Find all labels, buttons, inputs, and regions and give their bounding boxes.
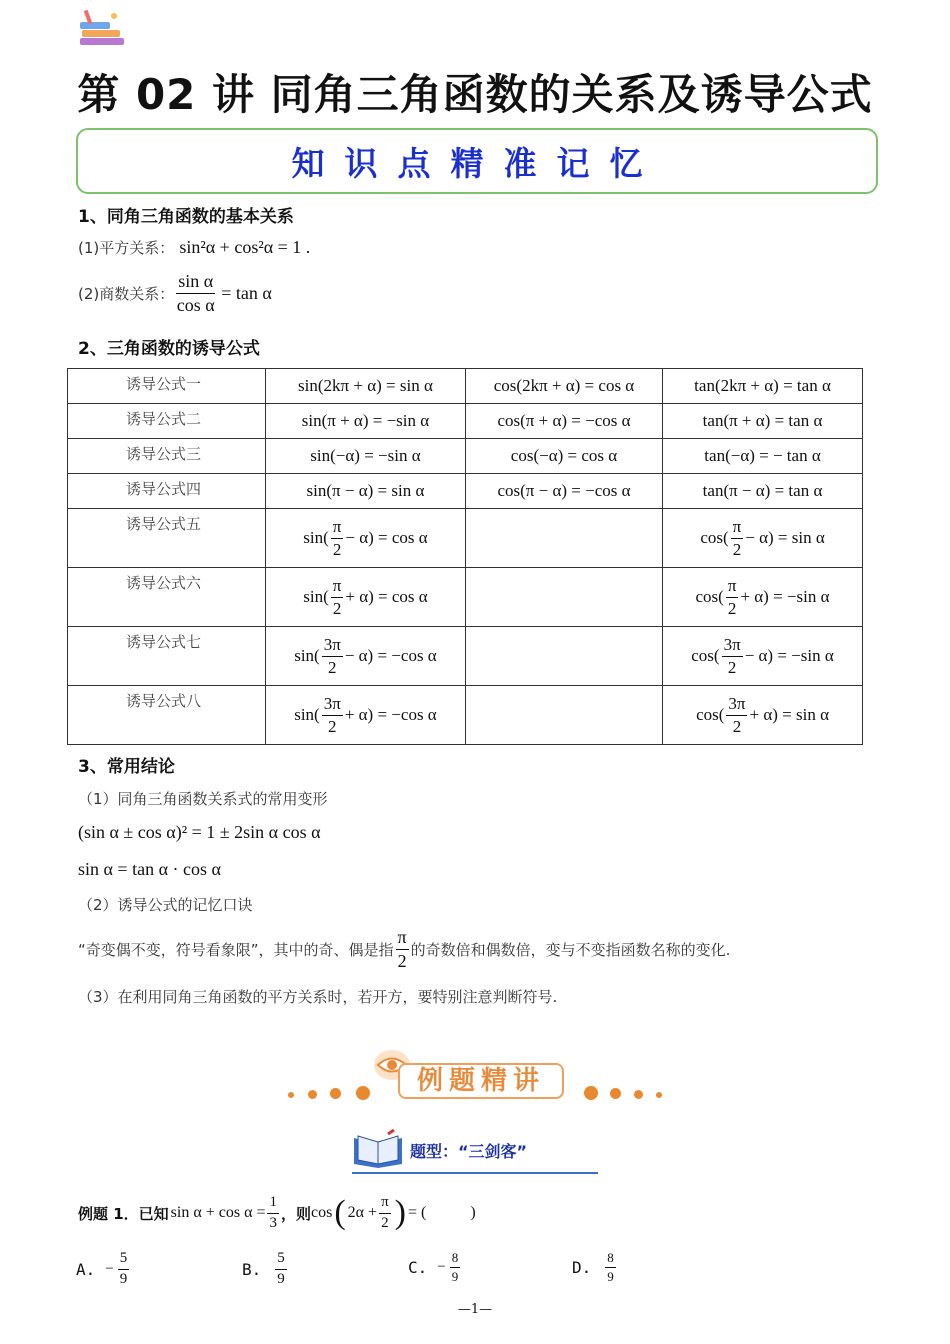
square-relation-label: (1)平方关系：	[78, 239, 175, 257]
option-a[interactable]	[76, 1251, 131, 1288]
fraction-denominator: 2	[732, 716, 742, 736]
fraction-denominator: 2	[727, 657, 737, 677]
option-numerator: 5	[118, 1251, 130, 1270]
fraction-denominator: 2	[328, 716, 337, 736]
option-d[interactable]	[572, 1251, 618, 1283]
fraction-denominator: 2	[328, 657, 337, 677]
section3-sub2: （2）诱导公式的记忆口诀	[78, 896, 253, 914]
tan-formula: tan(π + α) = tan α	[663, 404, 863, 439]
square-relation	[78, 237, 310, 258]
mnemonic-fraction	[396, 928, 409, 971]
option-b[interactable]	[242, 1251, 289, 1288]
example1-arg-fraction	[379, 1195, 391, 1232]
tan-formula: tan(π − α) = tan α	[663, 474, 863, 509]
fraction-numerator: 3π	[722, 636, 743, 657]
formula-suffix: − α) = −cos α	[344, 646, 437, 665]
mnemonic-denominator: 2	[397, 950, 407, 971]
option-denominator: 9	[451, 1268, 459, 1284]
quotient-fraction	[176, 272, 215, 315]
section2-heading: 2、三角函数的诱导公式	[78, 339, 260, 359]
formula-fraction	[722, 636, 743, 677]
formula-row	[68, 404, 863, 439]
sin-formula: sin(π + α) = −sin α	[266, 404, 466, 439]
example1-fraction	[267, 1195, 279, 1232]
empty-cell	[465, 686, 662, 745]
induction-formula-table	[67, 368, 863, 745]
mnemonic-post: 的奇数倍和偶数倍，变与不变指函数名称的变化.	[410, 940, 731, 959]
cos-formula: cos(π + α) = −cos α	[465, 404, 662, 439]
open-book-icon	[350, 1128, 406, 1170]
option-denominator: 9	[277, 1270, 285, 1287]
formula-prefix: sin(	[294, 705, 320, 724]
example1-cos: cos	[311, 1204, 333, 1221]
example1-right-paren: )	[394, 1194, 406, 1231]
quotient-denominator: cos α	[176, 294, 215, 315]
formula-name: 诱导公式四	[68, 474, 266, 509]
example1-post: = ( )	[407, 1204, 476, 1221]
option-letter: D.	[572, 1257, 592, 1277]
identity-formula-1: (sin α ± cos α)² = 1 ± 2sin α cos α	[78, 822, 321, 842]
formula-name: 诱导公式二	[68, 404, 266, 439]
tan-formula: tan(2kπ + α) = tan α	[663, 369, 863, 404]
fraction-numerator: π	[331, 577, 344, 598]
formula-name: 诱导公式五	[68, 509, 266, 568]
option-letter: A.	[76, 1259, 96, 1279]
example1-arg: 2α +	[347, 1204, 378, 1221]
option-denominator: 9	[119, 1270, 128, 1287]
cos-formula	[663, 686, 863, 745]
formula-suffix: + α) = sin α	[749, 705, 829, 724]
cos-formula: cos(π − α) = −cos α	[465, 474, 662, 509]
fraction-numerator: π	[726, 577, 739, 598]
option-letter: B.	[242, 1259, 262, 1279]
formula-suffix: + α) = −sin α	[740, 587, 830, 606]
fraction-numerator: 3π	[322, 695, 343, 716]
example1-lhs: sin α + cos α =	[170, 1204, 266, 1221]
sin-formula	[266, 568, 466, 627]
formula-prefix: sin(	[294, 646, 320, 665]
example1-left-paren: (	[334, 1194, 346, 1231]
knowledge-points-box	[76, 128, 878, 194]
fraction-denominator: 2	[332, 598, 342, 618]
quotient-relation-label: (2)商数关系：	[78, 284, 175, 303]
cos-formula: cos(−α) = cos α	[465, 439, 662, 474]
example1-question	[78, 1194, 476, 1232]
option-fraction	[118, 1251, 130, 1288]
option-fraction	[275, 1251, 287, 1288]
formula-suffix: − α) = cos α	[345, 528, 428, 547]
fraction-numerator: 3π	[726, 695, 747, 716]
formula-suffix: + α) = cos α	[345, 587, 428, 606]
formula-fraction	[322, 695, 343, 736]
option-numerator: 8	[605, 1251, 616, 1268]
formula-fraction	[731, 518, 744, 559]
example1-mid: ，则	[280, 1204, 311, 1223]
formula-prefix: cos(	[696, 705, 725, 724]
sin-formula: sin(π − α) = sin α	[266, 474, 466, 509]
formula-fraction	[331, 518, 344, 559]
question-type-underline	[352, 1172, 598, 1174]
mnemonic-line	[78, 928, 730, 971]
question-type: 题型：“三剑客”	[410, 1142, 528, 1161]
examples-banner-title: 例题精讲	[398, 1063, 564, 1099]
sin-formula	[266, 627, 466, 686]
formula-prefix: cos(	[700, 528, 729, 547]
formula-fraction	[322, 636, 343, 677]
formula-row	[68, 568, 863, 627]
tan-formula: tan(−α) = − tan α	[663, 439, 863, 474]
section3-sub1: （1）同角三角函数关系式的常用变形	[78, 790, 328, 808]
formula-prefix: cos(	[691, 646, 720, 665]
section1-heading: 1、同角三角函数的基本关系	[78, 207, 294, 227]
option-numerator: 5	[275, 1251, 287, 1270]
quotient-rhs: = tan α	[221, 282, 272, 303]
option-denominator: 9	[607, 1268, 614, 1284]
identity-formula-2: sin α = tan α · cos α	[78, 859, 221, 879]
formula-row	[68, 686, 863, 745]
cos-formula	[663, 509, 863, 568]
formula-name: 诱导公式八	[68, 686, 266, 745]
books-logo-icon	[78, 8, 130, 50]
example1-arg-numerator: π	[379, 1195, 391, 1214]
formula-suffix: + α) = −cos α	[344, 705, 437, 724]
empty-cell	[465, 568, 662, 627]
formula-fraction	[726, 577, 739, 618]
section3-heading: 3、常用结论	[78, 757, 175, 777]
option-fraction	[605, 1251, 616, 1283]
formula-prefix: cos(	[695, 587, 724, 606]
example1-label: 例题 1．已知	[78, 1204, 169, 1223]
option-sign: −	[437, 1258, 446, 1275]
option-fraction	[450, 1251, 461, 1283]
option-sign: −	[105, 1260, 114, 1277]
formula-row	[68, 509, 863, 568]
sin-formula: sin(2kπ + α) = sin α	[266, 369, 466, 404]
fraction-numerator: π	[731, 518, 744, 539]
section3-sub3: （3）在利用同角三角函数的平方关系时，若开方，要特别注意判断符号.	[78, 988, 558, 1006]
mnemonic-numerator: π	[396, 928, 409, 950]
formula-prefix: sin(	[303, 587, 329, 606]
formula-row	[68, 474, 863, 509]
knowledge-points-title: 知识点精准记忆	[291, 143, 663, 183]
formula-suffix: − α) = −sin α	[744, 646, 834, 665]
option-c[interactable]	[408, 1251, 462, 1283]
formula-row	[68, 439, 863, 474]
formula-suffix: − α) = sin α	[745, 528, 825, 547]
fraction-denominator: 2	[332, 539, 342, 559]
example1-numerator: 1	[267, 1195, 279, 1214]
fraction-denominator: 2	[727, 598, 737, 618]
sin-formula	[266, 509, 466, 568]
cos-formula: cos(2kπ + α) = cos α	[465, 369, 662, 404]
option-letter: C.	[408, 1257, 428, 1277]
formula-fraction	[726, 695, 747, 736]
fraction-denominator: 2	[732, 539, 742, 559]
empty-cell	[465, 627, 662, 686]
quotient-numerator: sin α	[176, 272, 215, 294]
quotient-relation	[78, 272, 272, 315]
option-numerator: 8	[450, 1251, 461, 1268]
formula-row	[68, 627, 863, 686]
formula-prefix: sin(	[303, 528, 329, 547]
fraction-numerator: π	[331, 518, 344, 539]
example1-arg-denominator: 2	[381, 1214, 389, 1231]
formula-name: 诱导公式三	[68, 439, 266, 474]
formula-row	[68, 369, 863, 404]
formula-fraction	[331, 577, 344, 618]
cos-formula	[663, 568, 863, 627]
page-title: 第 02 讲 同角三角函数的关系及诱导公式	[77, 70, 873, 119]
formula-name: 诱导公式一	[68, 369, 266, 404]
sin-formula: sin(−α) = −sin α	[266, 439, 466, 474]
page-number: —1—	[457, 1302, 493, 1317]
formula-name: 诱导公式七	[68, 627, 266, 686]
mnemonic-pre: “奇变偶不变，符号看象限”，其中的奇、偶是指	[78, 940, 394, 959]
square-relation-formula: sin²α + cos²α = 1 .	[179, 237, 311, 257]
empty-cell	[465, 509, 662, 568]
example1-denominator: 3	[269, 1214, 277, 1231]
formula-name: 诱导公式六	[68, 568, 266, 627]
sin-formula	[266, 686, 466, 745]
cos-formula	[663, 627, 863, 686]
fraction-numerator: 3π	[322, 636, 343, 657]
